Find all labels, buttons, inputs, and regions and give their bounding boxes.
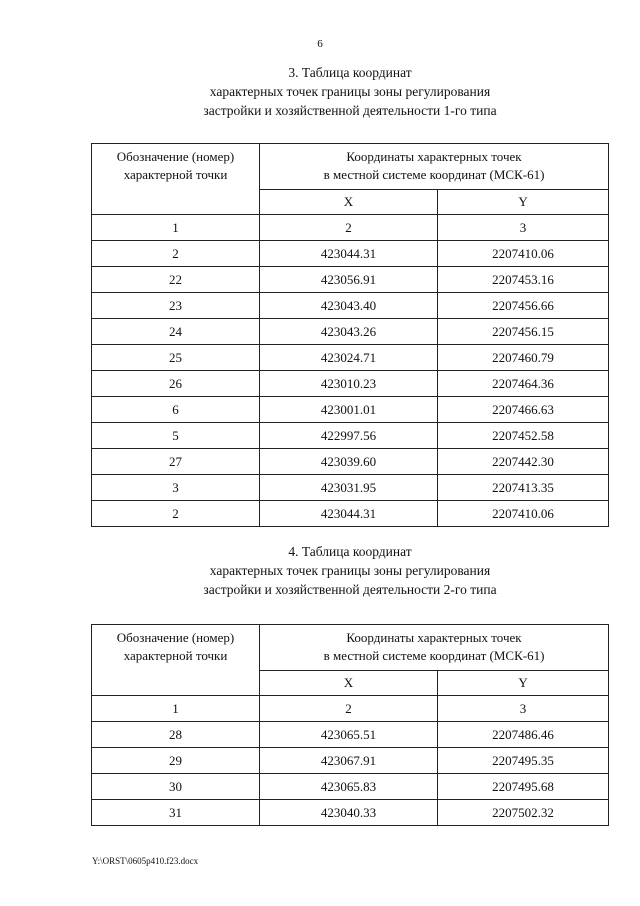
point-number-cell: 26 <box>92 371 260 397</box>
header-line: Обозначение (номер) <box>116 630 235 645</box>
header-point-label <box>92 625 260 696</box>
table-caption-1 <box>0 63 640 120</box>
x-coordinate-cell: 423040.33 <box>260 800 438 826</box>
column-number-cell: 3 <box>438 215 609 241</box>
page-number: 6 <box>317 38 323 50</box>
header-line: характерной точки <box>123 167 228 182</box>
table-row <box>92 774 609 800</box>
x-coordinate-cell: 423044.31 <box>260 501 438 527</box>
point-number-cell: 6 <box>92 397 260 423</box>
table-row <box>92 319 609 345</box>
header-line: Координаты характерных точек <box>346 149 522 164</box>
y-coordinate-cell: 2207460.79 <box>438 345 609 371</box>
file-path-footer: Y:\ORST\0605p410.f23.docx <box>92 856 199 866</box>
caption-line: 3. Таблица координат <box>288 65 412 80</box>
header-coords-label <box>260 625 609 671</box>
point-number-cell: 29 <box>92 748 260 774</box>
point-number-cell: 3 <box>92 475 260 501</box>
header-y: Y <box>438 190 609 215</box>
point-number-cell: 2 <box>92 501 260 527</box>
point-number-cell: 24 <box>92 319 260 345</box>
point-number-cell: 28 <box>92 722 260 748</box>
table-row <box>92 501 609 527</box>
y-coordinate-cell: 2207453.16 <box>438 267 609 293</box>
table-row <box>92 475 609 501</box>
point-number-cell: 30 <box>92 774 260 800</box>
column-number-cell: 2 <box>260 696 438 722</box>
header-line: Обозначение (номер) <box>116 149 235 164</box>
x-coordinate-cell: 423056.91 <box>260 267 438 293</box>
point-number-cell: 25 <box>92 345 260 371</box>
coordinates-table-1 <box>91 143 609 527</box>
point-number-cell: 22 <box>92 267 260 293</box>
column-number-cell: 3 <box>438 696 609 722</box>
point-number-cell: 31 <box>92 800 260 826</box>
table-row <box>92 423 609 449</box>
column-number-row <box>92 696 609 722</box>
point-number-cell: 2 <box>92 241 260 267</box>
table-row <box>92 800 609 826</box>
y-coordinate-cell: 2207486.46 <box>438 722 609 748</box>
column-number-row <box>92 215 609 241</box>
header-x: X <box>260 671 438 696</box>
x-coordinate-cell: 423031.95 <box>260 475 438 501</box>
point-number-cell: 27 <box>92 449 260 475</box>
coordinates-table-2 <box>91 624 609 826</box>
table-caption-2 <box>0 542 640 599</box>
table-row <box>92 293 609 319</box>
x-coordinate-cell: 423043.40 <box>260 293 438 319</box>
y-coordinate-cell: 2207495.68 <box>438 774 609 800</box>
column-number-cell: 1 <box>92 215 260 241</box>
y-coordinate-cell: 2207413.35 <box>438 475 609 501</box>
x-coordinate-cell: 423001.01 <box>260 397 438 423</box>
y-coordinate-cell: 2207502.32 <box>438 800 609 826</box>
caption-line: застройки и хозяйственной деятельности 2-го типа <box>203 582 497 597</box>
header-line: в местной системе координат (МСК-61) <box>323 648 545 663</box>
table-row <box>92 267 609 293</box>
caption-line: характерных точек границы зоны регулирования <box>209 84 491 99</box>
x-coordinate-cell: 423010.23 <box>260 371 438 397</box>
caption-line: застройки и хозяйственной деятельности 1-го типа <box>203 103 497 118</box>
table-row <box>92 722 609 748</box>
y-coordinate-cell: 2207464.36 <box>438 371 609 397</box>
table-row <box>92 397 609 423</box>
column-number-cell: 2 <box>260 215 438 241</box>
column-number-cell: 1 <box>92 696 260 722</box>
header-line: в местной системе координат (МСК-61) <box>323 167 545 182</box>
y-coordinate-cell: 2207442.30 <box>438 449 609 475</box>
y-coordinate-cell: 2207456.66 <box>438 293 609 319</box>
x-coordinate-cell: 423065.51 <box>260 722 438 748</box>
header-line: Координаты характерных точек <box>346 630 522 645</box>
caption-line: характерных точек границы зоны регулирования <box>209 563 491 578</box>
table-row <box>92 449 609 475</box>
y-coordinate-cell: 2207456.15 <box>438 319 609 345</box>
y-coordinate-cell: 2207466.63 <box>438 397 609 423</box>
y-coordinate-cell: 2207495.35 <box>438 748 609 774</box>
y-coordinate-cell: 2207410.06 <box>438 241 609 267</box>
x-coordinate-cell: 422997.56 <box>260 423 438 449</box>
y-coordinate-cell: 2207410.06 <box>438 501 609 527</box>
table-row <box>92 748 609 774</box>
x-coordinate-cell: 423039.60 <box>260 449 438 475</box>
header-point-label <box>92 144 260 215</box>
table-row <box>92 241 609 267</box>
point-number-cell: 5 <box>92 423 260 449</box>
x-coordinate-cell: 423024.71 <box>260 345 438 371</box>
x-coordinate-cell: 423065.83 <box>260 774 438 800</box>
header-coords-label <box>260 144 609 190</box>
table-row <box>92 345 609 371</box>
table-row <box>92 371 609 397</box>
x-coordinate-cell: 423044.31 <box>260 241 438 267</box>
x-coordinate-cell: 423043.26 <box>260 319 438 345</box>
caption-line: 4. Таблица координат <box>288 544 412 559</box>
x-coordinate-cell: 423067.91 <box>260 748 438 774</box>
header-y: Y <box>438 671 609 696</box>
y-coordinate-cell: 2207452.58 <box>438 423 609 449</box>
header-x: X <box>260 190 438 215</box>
header-line: характерной точки <box>123 648 228 663</box>
point-number-cell: 23 <box>92 293 260 319</box>
